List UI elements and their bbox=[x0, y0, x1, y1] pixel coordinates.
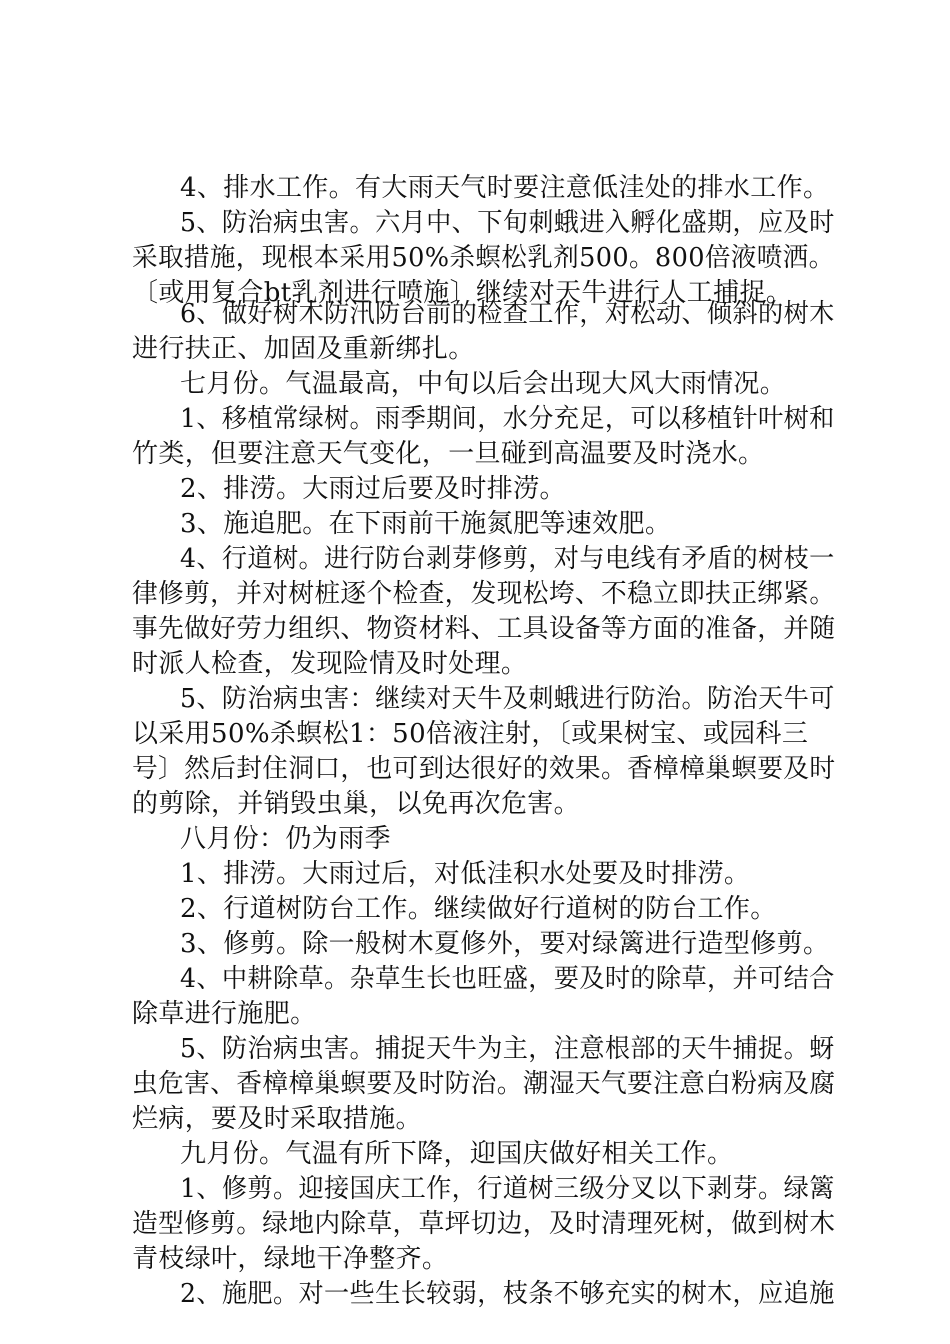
text-line: 时派人检查，发现险情及时处理。 bbox=[132, 649, 528, 679]
text-line: 4、行道树。进行防台剥芽修剪，对与电线有矛盾的树枝一 bbox=[180, 544, 835, 574]
text-line: 虫危害、香樟樟巢螟要及时防治。潮湿天气要注意白粉病及腐 bbox=[132, 1069, 836, 1099]
text-line: 律修剪，并对树桩逐个检查，发现松垮、不稳立即扶正绑紧。 bbox=[132, 579, 836, 609]
text-line: 造型修剪。绿地内除草，草坪切边，及时清理死树，做到树木 bbox=[132, 1209, 836, 1239]
text-line: 5、防治病虫害：继续对天牛及刺蛾进行防治。防治天牛可 bbox=[180, 684, 835, 714]
text-line: 号〕然后封住洞口，也可到达很好的效果。香樟樟巢螟要及时 bbox=[132, 754, 836, 784]
text-line: 竹类，但要注意天气变化，一旦碰到高温要及时浇水。 bbox=[132, 439, 765, 469]
text-line: 3、修剪。除一般树木夏修外，要对绿篱进行造型修剪。 bbox=[180, 929, 830, 959]
text-line: 3、施追肥。在下雨前干施氮肥等速效肥。 bbox=[180, 509, 672, 539]
text-line: 1、移植常绿树。雨季期间，水分充足，可以移植针叶树和 bbox=[180, 404, 835, 434]
text-line: 6、做好树木防汛防台前的检查工作，对松动、倾斜的树木 bbox=[180, 299, 835, 329]
text-line: 〔或用复合bt乳剂进行喷施〕继续对天牛进行人工捕捉。 bbox=[132, 278, 793, 308]
text-line: 4、中耕除草。杂草生长也旺盛，要及时的除草，并可结合 bbox=[180, 964, 835, 994]
text-line: 以采用50%杀螟松1：50倍液注射，〔或果树宝、或园科三 bbox=[132, 719, 809, 749]
text-line: 1、排涝。大雨过后，对低洼积水处要及时排涝。 bbox=[180, 859, 751, 889]
text-line: 烂病，要及时采取措施。 bbox=[132, 1104, 422, 1134]
text-line: 1、修剪。迎接国庆工作，行道树三级分叉以下剥芽。绿篱 bbox=[180, 1174, 835, 1204]
text-line: 采取措施，现根本采用50%杀螟松乳剂500。800倍液喷洒。 bbox=[132, 243, 835, 273]
text-line: 事先做好劳力组织、物资材料、工具设备等方面的准备，并随 bbox=[132, 614, 836, 644]
section-heading: 九月份。气温有所下降，迎国庆做好相关工作。 bbox=[180, 1139, 734, 1169]
section-heading: 七月份。气温最高，中旬以后会出现大风大雨情况。 bbox=[180, 369, 787, 399]
text-line: 青枝绿叶，绿地干净整齐。 bbox=[132, 1244, 449, 1274]
text-line: 除草进行施肥。 bbox=[132, 999, 317, 1029]
text-line: 2、施肥。对一些生长较弱，枝条不够充实的树木，应追施 bbox=[180, 1279, 835, 1309]
text-line: 4、排水工作。有大雨天气时要注意低洼处的排水工作。 bbox=[180, 173, 830, 203]
text-line: 的剪除，并销毁虫巢，以免再次危害。 bbox=[132, 789, 580, 819]
text-line: 进行扶正、加固及重新绑扎。 bbox=[132, 334, 475, 364]
text-line: 2、行道树防台工作。继续做好行道树的防台工作。 bbox=[180, 894, 777, 924]
text-line: 5、防治病虫害。捕捉天牛为主，注意根部的天牛捕捉。蚜 bbox=[180, 1034, 835, 1064]
section-heading: 八月份：仍为雨季 bbox=[180, 824, 391, 854]
text-line: 2、排涝。大雨过后要及时排涝。 bbox=[180, 474, 566, 504]
text-line: 5、防治病虫害。六月中、下旬刺蛾进入孵化盛期，应及时 bbox=[180, 208, 835, 238]
